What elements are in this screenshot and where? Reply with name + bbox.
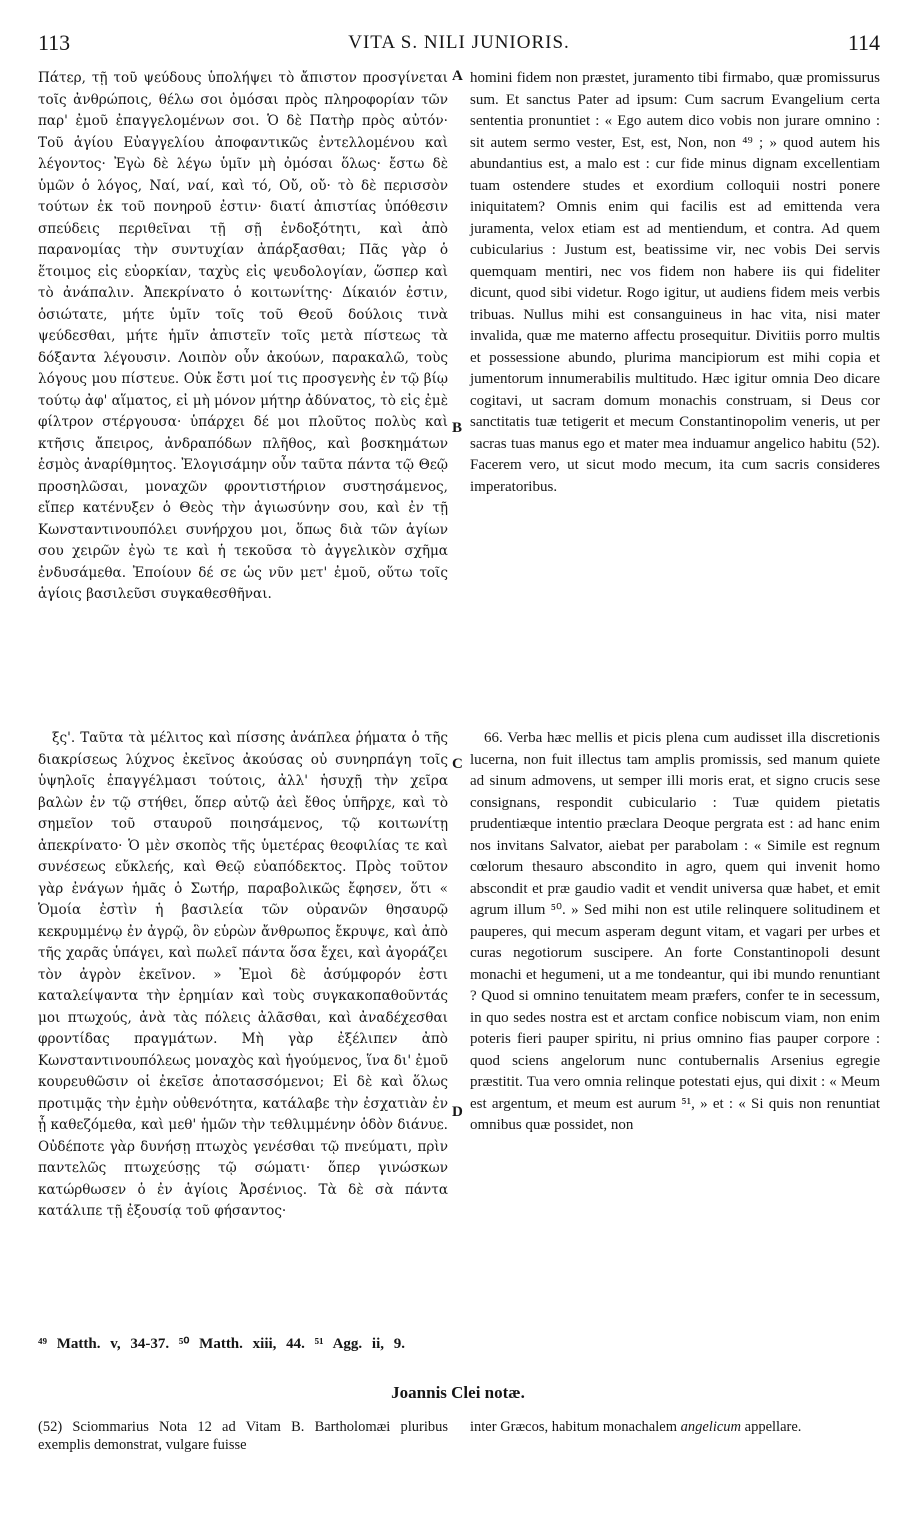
note-text-left: (52) Sciommarius Nota 12 ad Vitam B. Bartholomæi pluribus exemplis demonstrat, vulgare fuisse — [38, 1419, 448, 1453]
greek-column-bottom — [38, 728, 448, 1223]
scripture-footnotes: ⁴⁹ Matth. v, 34-37. ⁵⁰ Matth. xiii, 44. ⁵¹ Agg. ii, 9. — [38, 1336, 405, 1352]
note-right-post: appellare. — [741, 1419, 802, 1435]
note-text-right — [470, 1418, 880, 1436]
margin-marker-c: C — [452, 756, 463, 772]
note-right-pre: inter Græcos, habitum monachalem — [470, 1419, 681, 1435]
latin-section — [470, 728, 880, 1137]
notes-heading: Joannis Clei notæ. — [391, 1383, 525, 1402]
greek-section — [38, 728, 448, 1223]
running-header — [38, 30, 880, 56]
running-title: VITA S. NILI JUNIORIS. — [348, 32, 570, 53]
greek-section-number: ξς'. — [52, 730, 76, 746]
note-right-italic: angelicum — [680, 1419, 742, 1435]
page-number-right: 114 — [847, 30, 880, 55]
margin-marker-b: B — [452, 420, 463, 436]
greek-paragraph: Πάτερ, τῇ τοῦ ψεύδους ὑπολήψει τὸ ἄπιστον προσγίνεται τοῖς ἀνθρώποις, θέλω σοι ὀμόσαι πρὸς πληροφορίαν τῶν παρ' ἐμοῦ ἐπαγγελομένων σοι. Ὁ δὲ Πατὴρ πρὸς αὐτόν· Τοῦ ἁγίου Εὐαγγελίου ἀποφαντικῶς ἐντελλομένου καὶ λέγοντος· Ἐγὼ δὲ λέγω ὑμῖν μὴ ὀμόσαι ὅλως· ἔστω δὲ ὑμῶν ὁ λόγος, Ναί, ναί, καὶ τό, Οὔ, οὔ· τὸ δὲ περισσὸν τούτων ἐκ τοῦ πονηροῦ ἐστιν· διατί ἀπιστίας ὑπόθεσιν σπεύδεις περιθεῖναι τῇ σῇ ἐνδοξότητι, καὶ ἀπὸ παρανομίας τὴν συντυχίαν ἀπάρξασθαι; Πᾶς γὰρ ὁ ἕτοιμος εἰς εὐορκίαν, ταχὺς εἰς ψευδολογίαν, ὥσπερ καὶ τὸ ἀνάπαλιν. Ἀπεκρίνατο ὁ κοιτωνίτης· Δίκαιόν ἐστιν, ὁσιώτατε, μήτε ὑμῖν τοῖς τοῦ Θεοῦ δούλοις τινὰ ψεύδεσθαι, μήτε ἡμῖν ἀπιστεῖν τοῖς μετὰ πίστεως τὰ δόξαντα λέγουσιν. Λοιπὸν οὖν ἀκούων, παρακαλῶ, τοὺς λόγους μου πίστευε. Οὐκ ἔστι μοί τις προσγενὴς ἐν τῷ βίῳ τούτῳ ἀφ' αἵματος, εἰ μὴ μόνον μήτηρ ἀδύνατος, τὸ εἰς ἐμὲ φίλτρον στέργουσα· ὑπάρχει δέ μοι πλοῦτος πολὺς καὶ κτῆσις ἄπειρος, ἀνδραπόδων πλῆθος, καὶ βοσκημάτων ἑσμὸς ἀναρίθμητος. Ἐλογισάμην οὖν ταῦτα πάντα τῷ Θεῷ προσηλῶσαι, μοναχῶν φροντιστήριον συστησάμενος, εἴπερ κατένυξεν ὁ Θεὸς τὴν ἁγιωσύνην σου, καὶ ἐν τῇ Κωνσταντινουπόλει συνήρχου μοι, ὅπως διὰ τῶν ἁγίων σου χειρῶν ἐγὼ τε καὶ ἡ τεκοῦσα τὸ ἀγγελικὸν σχῆμα ἐνδυσάμεθα. Ἐποίουν δέ σε ὡς νῦν μετ' ἐμοῦ, οὕτω τοῖς ἁγίοις βασιλεῦσι συγκαθεσθῆναι. — [38, 70, 448, 602]
page-number-left: 113 — [38, 30, 71, 55]
greek-section-text: Ταῦτα τὰ μέλιτος καὶ πίσσης ἀνάπλεα ῥήματα ὁ τῆς διακρίσεως λύχνος ἐκεῖνος ἀκούσας οὐ συνηρπάγη τοῖς ὑψηλοῖς ἐπαγγέλμασι τούτοις, ἀλλ' ἡσυχῇ τὴν χεῖρα βαλὼν ἐν τῷ στήθει, ὅπερ αὐτῷ ἀεὶ ἔθος ὑπῆρχε, καὶ τὸ σημεῖον τοῦ σταυροῦ ποιησάμενος, τῷ κοιτωνίτῃ ἀπεκρίνατο· Ὁ μὲν σκοπὸς τῆς ὑμετέρας θεοφιλίας τε καὶ συνέσεως εὔκλεής, καὶ Θεῷ εὐαπόδεκτος. Πρὸς τοῦτον γὰρ ἐνάγων ἡμᾶς ὁ Σωτήρ, παραβολικῶς ἔφησεν, ὅτι « Ὁμοία ἐστὶν ἡ βασιλεία τῶν οὐρανῶν θησαυρῷ κεκρυμμένῳ ἐν ἀγρῷ, ὃν εὑρὼν ἄνθρωπος ἔκρυψε, καὶ ἀπὸ τῆς χαρᾶς ὑπάγει, καὶ πωλεῖ πάντα ὅσα ἔχει, καὶ ἀγοράζει τὸν ἀγρὸν ἐκεῖνον. » Ἐμοὶ δὲ ἀσύμφορόν ἐστι καταλείψαντα τὴν ἐρημίαν καὶ τοὺς συγκακοπαθοῦντάς μοι πτωχούς, ἀνὰ τὰς πόλεις ἀλᾶσθαι, καὶ ἀναδέχεσθαι φροντίδας πραγμάτων. Μὴ γὰρ ἐξέλιπεν ἀπὸ Κωνσταντινουπόλεως μοναχὸς καὶ ἡγούμενος, ἵνα δι' ἐμοῦ κουρευθῶσιν οἱ ἐκεῖσε ἀποτασσόμενοι; Εἰ δὲ καὶ ὅλως προτιμᾷς τὴν ἐμὴν οὐθενότητα, κατάλαβε τὴν ἐσχατιὰν ἐν ᾗ καθεζόμεθα, καὶ μεθ' ἡμῶν τὴν τεθλιμμένην ὁδὸν διάνυε. Οὐδέποτε γὰρ δυνήσῃ πτωχὸς γενέσθαι τῷ πνεύματι, πρὶν παντελῶς πτωχεύσῃς τῷ σώματι· ὅπερ γινώσκων κατώρθωσεν ὁ ἐν ἁγίοις Ἀρσένιος. Τὰ δὲ σὰ πάντα κατάλιπε τῇ ἐξουσίᾳ τοῦ φήσαντος· — [38, 730, 448, 1219]
margin-marker-a: A — [452, 68, 463, 84]
greek-column-top — [38, 68, 448, 606]
latin-column-bottom — [470, 728, 880, 1137]
latin-column-top — [470, 68, 880, 498]
latin-section-number: 66. — [484, 730, 503, 746]
margin-marker-d: D — [452, 1104, 463, 1120]
latin-paragraph: homini fidem non præstet, juramento tibi firmabo, quæ promissurus sum. Et sanctus Pater ad ipsum: Cum sacrum Evangelium certa sententia pronuntiet : « Ego autem dico vobis non jurare omnino : sit autem sermo vester, Est, est, Non, non ⁴⁹ ; » quod autem his abundantius est, a malo est : cur fide minus dignam excellentiam tuam ostendere studes et exordium colloquii nostri ponere iniquitatem? Omnis enim qui facilis est ad emittenda vera juramenta, velox etiam est ad mentiendum, et contra. Ad quem cubicularius : Justum est, beatissime vir, nec vobis Dei servis quemquam mentiri, nec vos fidem non habere iis qui fideliter dicunt, quod sibi videtur. Rogo igitur, ut audiens fidem meis verbis tribuas. Nullus mihi est consanguineus in hac vita, nisi mater invalida, quæ me materno affectu prosequitur. Divitiis porro multis et possessione abundo, plurima mancipiorum est mihi copia et jumentorum innumerabilis multitudo. Hæc igitur omnia Deo dicare cogitavi, ut sacram domum monachis construam, si Deus cor sanctitatis tuæ tetigerit et mecum Constantinopolim veneris, ut per sacras tuas manus ego et mater mea induamur angelico habitu (52). Facerem vero, ut sicut modo mecum, ita cum sacris consideres imperatoribus. — [470, 70, 880, 495]
latin-section-text: Verba hæc mellis et picis plena cum audisset illa discretionis lucerna, non fuit illectus tam amplis promissis, sed manum quiete ad sinum admovens, ut semper illi moris erat, et signo crucis sese consignans, respondit cubiculario : Tuæ quidem pietatis prudentiæque intentio præclara Deoque pergrata est : ad hanc enim nos invitans Salvator, aiebat per parabolam : « Simile est regnum cœlorum thesauro abscondito in agro, quem qui invenit homo abscondit et præ gaudio vadit et vendit universa quæ habet, et emit agrum illum ⁵⁰. » Sed mihi non est utile relinquere solitudinem et pauperes, qui mecum asperam degunt vitam, et vagari per urbes et curas negotiorum suscipere. An forte Constantinopoli desunt monachi et hegumeni, ut a me tondeantur, qui ibi mundo renuntiant ? Quod si omnino tenuitatem meam præfers, confer te in secessum, in quo sedes nostra est et arctam confice nobiscum viam, non enim poteris fieri pauper spiritu, ni prius omnino fias pauper corpore : quod sciens angelorum nunc contubernalis Arsenius egregie præstitit. Tua vero omnia relinque potestati ejus, qui dixit : « Meum est argentum, et meum est aurum ⁵¹, » et : « Si quis non renuntiat omnibus quæ possidet, non — [470, 730, 880, 1133]
